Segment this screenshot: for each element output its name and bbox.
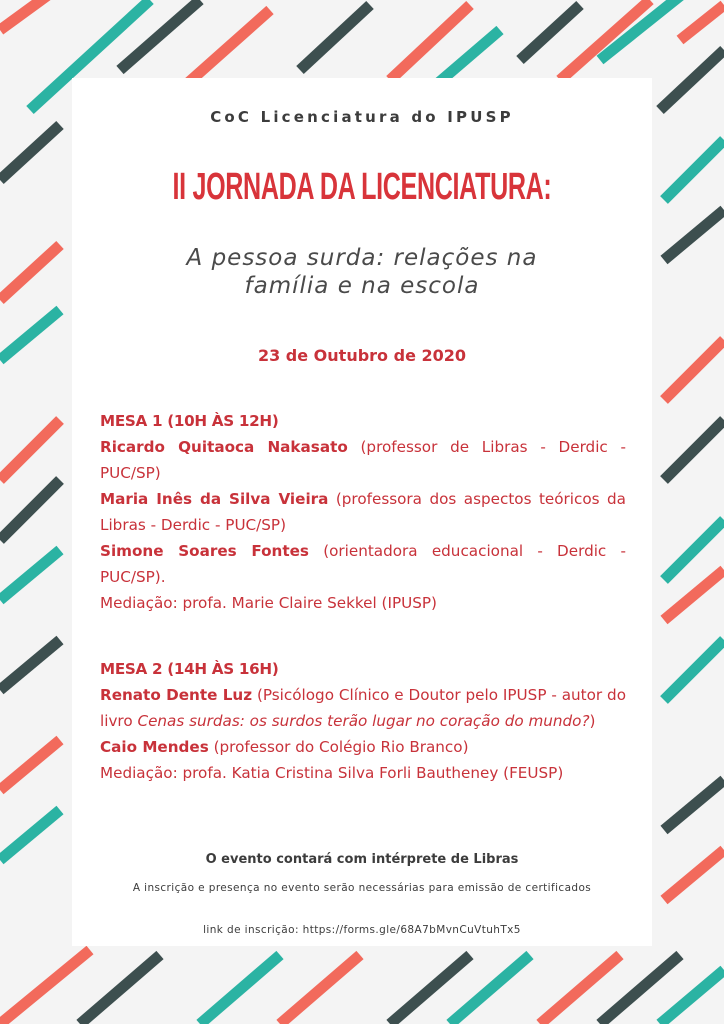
speaker-name: Caio Mendes: [100, 738, 209, 756]
mesa-1-speaker-2: [100, 486, 626, 538]
event-subtitle: [112, 244, 612, 300]
subtitle-line-1: A pessoa surda: relações na: [186, 245, 538, 271]
book-title: Cenas surdas: os surdos terão lugar no coração do mundo?: [137, 712, 590, 730]
subtitle-line-2: família e na escola: [244, 273, 480, 299]
speaker-desc: (Psicólogo Clínico e Doutor pelo IPUSP - autor do livro: [100, 686, 626, 730]
mesa-2-speaker-2: [100, 734, 626, 760]
mesa-2-mediation: Mediação: profa. Katia Cristina Silva Forli Bautheney (FEUSP): [100, 764, 564, 782]
event-title: II JORNADA DA LICENCIATURA:: [172, 166, 552, 208]
registration-note: A inscrição e presença no evento serão necessárias para emissão de certificados: [132, 882, 592, 894]
mesa-1-speaker-1: [100, 434, 626, 486]
event-date: 23 de Outubro de 2020: [257, 346, 467, 365]
mesa-1-speaker-3: [100, 538, 626, 590]
mesa-2-section: [100, 656, 626, 786]
speaker-desc: (professora dos aspectos teóricos da Libras - Derdic - PUC/SP): [100, 490, 626, 534]
speaker-desc: (professor do Colégio Rio Branco): [208, 738, 469, 756]
mesa-1-mediation: Mediação: profa. Marie Claire Sekkel (IPUSP): [100, 594, 437, 612]
mesa-1-heading: MESA 1 (10H ÀS 12H): [100, 412, 279, 430]
organization-name: CoC Licenciatura do IPUSP: [210, 108, 514, 126]
speaker-desc: (orientadora educacional - Derdic - PUC/SP).: [100, 542, 626, 586]
speaker-desc: (professor de Libras - Derdic - PUC/SP): [100, 438, 626, 482]
mesa-2-heading: MESA 2 (14H ÀS 16H): [100, 660, 279, 678]
mesa-2-speaker-1: [100, 682, 626, 734]
content-card: [72, 78, 652, 946]
speaker-name: Maria Inês da Silva Vieira: [100, 490, 329, 508]
speaker-name: Renato Dente Luz: [100, 686, 253, 704]
speaker-desc-end: ): [589, 712, 596, 730]
interpreter-notice: O evento contará com intérprete de Libras: [205, 852, 519, 867]
speaker-name: Simone Soares Fontes: [100, 542, 309, 560]
registration-link[interactable]: link de inscrição: https://forms.gle/68A7bMvnCuVtuhTx5: [203, 924, 521, 936]
mesa-1-section: [100, 408, 626, 616]
speaker-name: Ricardo Quitaoca Nakasato: [100, 438, 348, 456]
